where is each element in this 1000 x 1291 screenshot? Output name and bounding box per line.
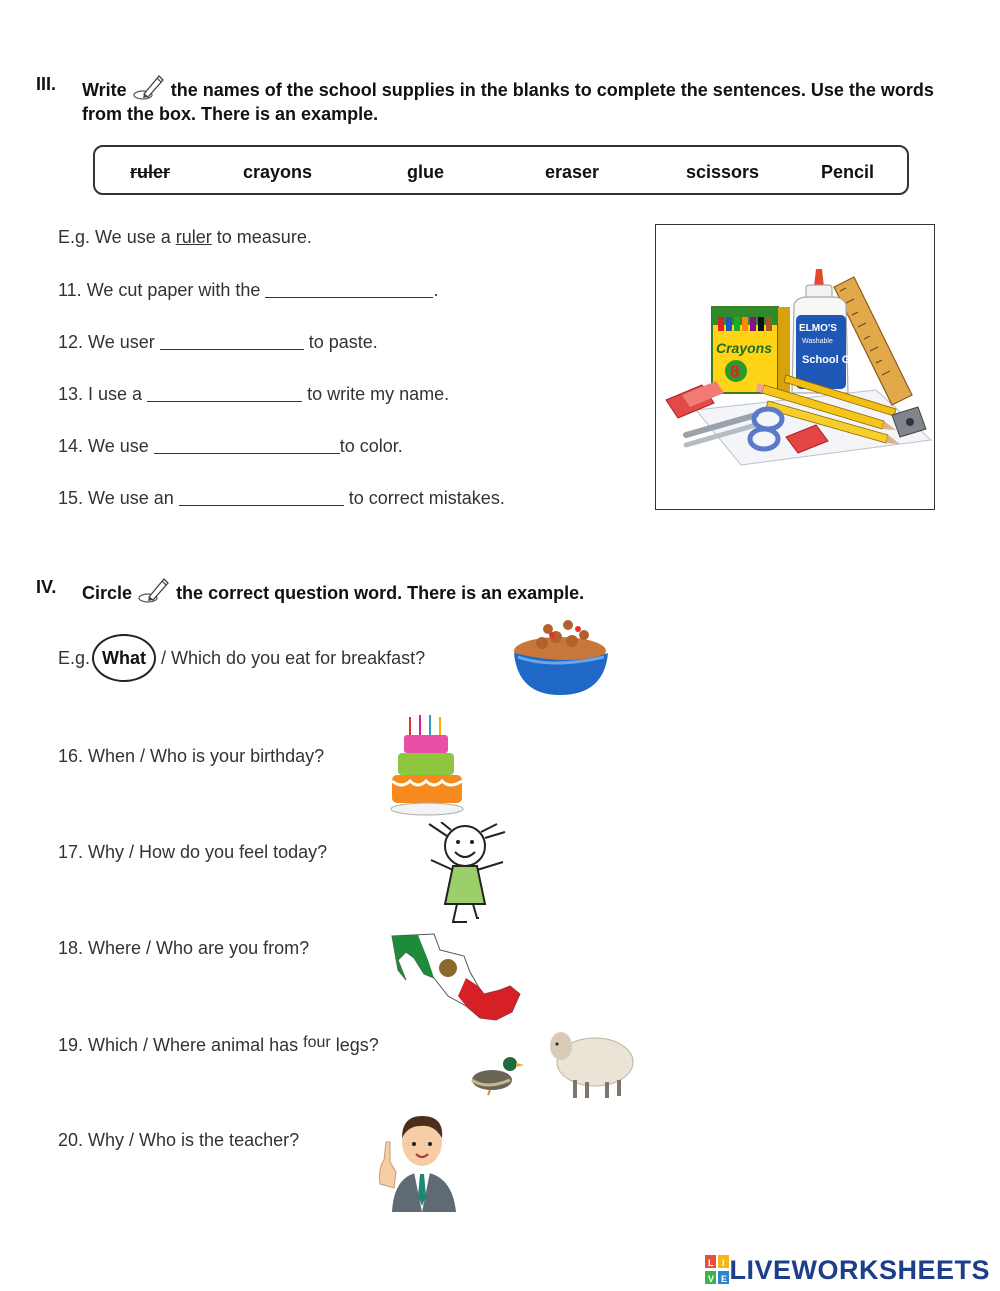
blank-14[interactable]: [154, 435, 340, 454]
example-rest: / Which do you eat for breakfast?: [161, 648, 426, 668]
liveworksheets-logo: [705, 1255, 990, 1285]
example-suffix: to measure.: [216, 227, 312, 247]
section-3-instruction: [82, 72, 942, 126]
instruction-verb-circle: Circle: [82, 583, 133, 603]
happy-girl-image: [423, 822, 509, 926]
question-16: 16. When / Who is your birthday?: [58, 746, 325, 766]
school-supplies-illustration: [656, 225, 934, 509]
sentence-13-text: 13. I use a: [58, 384, 143, 404]
sentence-11: [58, 279, 438, 301]
sentence-12: [58, 331, 378, 353]
sentence-15-end: to correct mistakes.: [348, 488, 505, 508]
example-prefix: E.g.: [58, 648, 91, 668]
logo-squares-icon: [705, 1255, 729, 1285]
logo-letter-i: I: [722, 1258, 725, 1268]
instruction-text-circle: the correct question word. There is an example.: [176, 583, 585, 603]
sentence-14: [58, 435, 403, 457]
sentence-13-end: to write my name.: [307, 384, 450, 404]
logo-letter-e: E: [721, 1274, 728, 1284]
sheep-image: [545, 1024, 635, 1102]
cereal-bowl-image: [512, 615, 610, 699]
teacher-image: [374, 1108, 460, 1212]
question-18: 18. Where / Who are you from?: [58, 938, 310, 958]
crayons-label: Crayons: [716, 340, 773, 356]
sentence-15-text: 15. We use an: [58, 488, 174, 508]
example-answer: ruler: [175, 227, 212, 247]
mexico-map-image: [388, 930, 524, 1024]
section-3-number: III.: [36, 74, 57, 94]
word-glue: glue: [407, 162, 445, 182]
sentence-11-text: 11. We cut paper with the: [58, 280, 261, 300]
sentence-11-end: .: [433, 280, 439, 300]
word-ruler: ruler: [130, 162, 171, 182]
question-19-text: 19. Which / Where animal has: [58, 1035, 299, 1055]
crayons-count: 8: [730, 362, 740, 381]
example-question: [58, 634, 425, 682]
sentence-13: [58, 383, 449, 405]
instruction-verb: Write: [82, 80, 127, 100]
blank-12[interactable]: [160, 331, 304, 350]
word-box: [93, 145, 909, 195]
circled-word[interactable]: What: [92, 634, 156, 682]
question-20: 20. Why / Who is the teacher?: [58, 1130, 300, 1150]
pencil-icon: [132, 72, 166, 102]
question-19: [58, 1034, 379, 1056]
school-supplies-picture: [655, 224, 935, 510]
sentence-15: [58, 487, 505, 509]
logo-letter-v: V: [708, 1274, 715, 1284]
four-raised: four: [303, 1034, 331, 1051]
logo-letter-l: L: [708, 1258, 714, 1268]
example-prefix: E.g. We use a: [58, 227, 171, 247]
sentence-14-text: 14. We use: [58, 436, 149, 456]
pencil-icon: [137, 575, 171, 605]
glue-name: School Glue: [802, 354, 867, 366]
blank-13[interactable]: [147, 383, 302, 402]
instruction-text: the names of the school supplies in the blanks to complete the sentences. Use the words from the box. There is an example.: [82, 80, 934, 124]
word-crayons: crayons: [243, 162, 313, 182]
birthday-cake-image: [388, 713, 466, 817]
blank-11[interactable]: [265, 279, 433, 298]
section-4-number: IV.: [36, 577, 57, 597]
section-4-instruction: [82, 575, 584, 605]
word-scissors: scissors: [686, 162, 760, 182]
glue-small-label: Washable: [802, 338, 833, 345]
glue-brand: ELMO'S: [799, 323, 837, 334]
sentence-14-end: to color.: [339, 436, 403, 456]
duck-image: [466, 1050, 526, 1096]
example-sentence: [58, 227, 312, 248]
word-pencil: Pencil: [821, 162, 875, 182]
logo-text: LIVEWORKSHEETS: [729, 1254, 990, 1285]
question-19-end: legs?: [335, 1035, 379, 1055]
word-eraser: eraser: [545, 162, 600, 182]
sentence-12-text: 12. We user: [58, 332, 155, 352]
sentence-12-end: to paste.: [308, 332, 378, 352]
blank-15[interactable]: [179, 487, 344, 506]
question-17: 17. Why / How do you feel today?: [58, 842, 328, 862]
